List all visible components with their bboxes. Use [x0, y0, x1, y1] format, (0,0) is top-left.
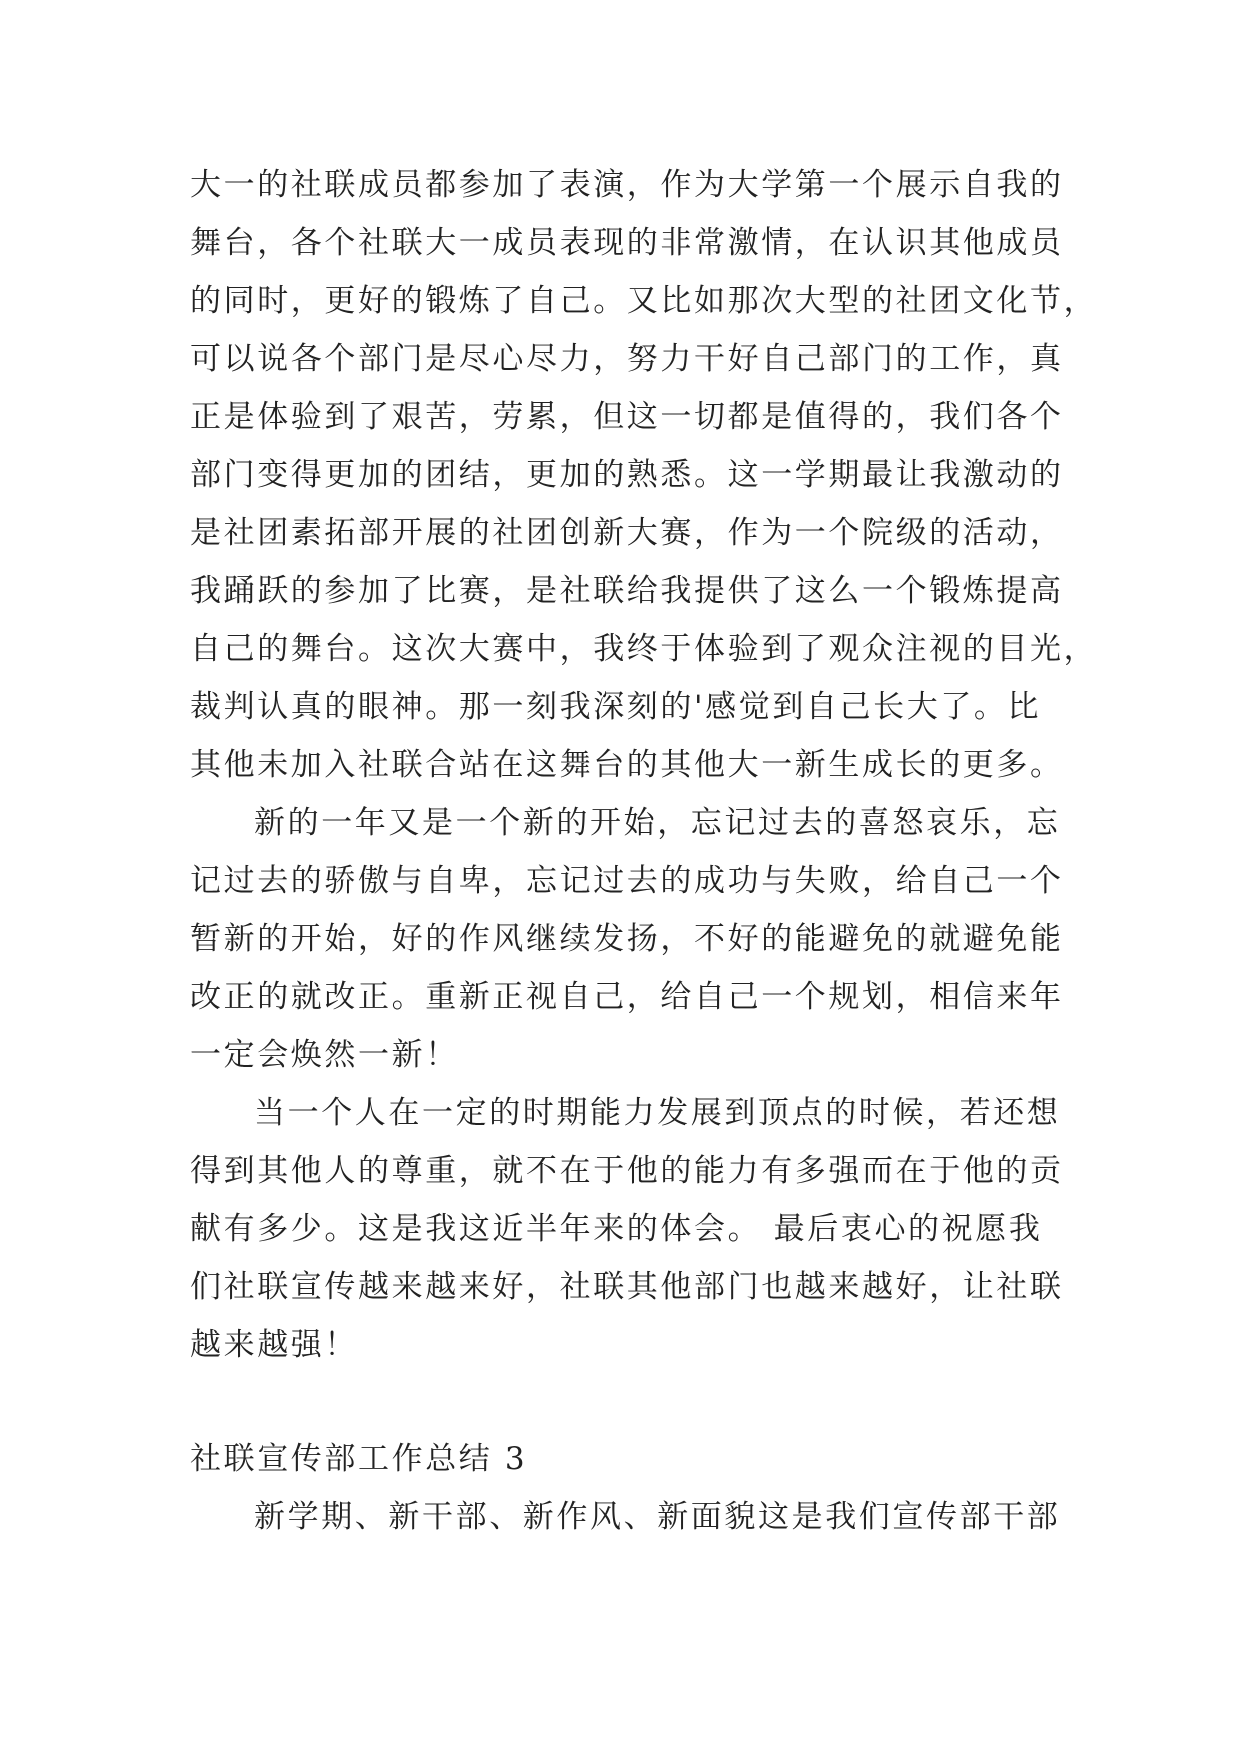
- text-line: 献有多少。这是我这近半年来的体会。 最后衷心的祝愿我: [190, 1211, 1043, 1247]
- text-line: 裁判认真的眼神。那一刻我深刻的'感觉到自己长大了。比: [190, 689, 1042, 725]
- paragraph-first-line: 新学期、新干部、新作风、新面貌这是我们宣传部干部: [254, 1499, 1061, 1535]
- text-line: 越来越强！: [190, 1327, 358, 1363]
- text-line: 部门变得更加的团结，更加的熟悉。这一学期最让我激动的: [190, 457, 1064, 493]
- text-line: 一定会焕然一新！: [190, 1037, 459, 1073]
- text-line: 正是体验到了艰苦，劳累，但这一切都是值得的，我们各个: [190, 399, 1064, 435]
- text-line: 自己的舞台。这次大赛中，我终于体验到了观众注视的目光，: [190, 631, 1098, 667]
- text-line: 们社联宣传越来越来好，社联其他部门也越来越好，让社联: [190, 1269, 1064, 1305]
- section-block: [190, 1430, 1070, 1546]
- text-line: 大一的社联成员都参加了表演，作为大学第一个展示自我的: [190, 167, 1064, 203]
- section-heading: 社联宣传部工作总结 3: [190, 1441, 528, 1477]
- text-line: 我踊跃的参加了比赛，是社联给我提供了这么一个锻炼提高: [190, 573, 1064, 609]
- paragraph-first-line: 当一个人在一定的时期能力发展到顶点的时候，若还想: [254, 1095, 1061, 1131]
- text-line: 其他未加入社联合站在这舞台的其他大一新生成长的更多。: [190, 747, 1064, 783]
- text-line: 得到其他人的尊重，就不在于他的能力有多强而在于他的贡: [190, 1153, 1064, 1189]
- text-line: 可以说各个部门是尽心尽力，努力干好自己部门的工作，真: [190, 341, 1064, 377]
- text-line: 的同时，更好的锻炼了自己。又比如那次大型的社团文化节，: [190, 283, 1098, 319]
- paragraph-first-line: 新的一年又是一个新的开始，忘记过去的喜怒哀乐，忘: [254, 805, 1061, 841]
- text-line: 是社团素拓部开展的社团创新大赛，作为一个院级的活动，: [190, 515, 1064, 551]
- body-text-block: [190, 156, 1098, 1374]
- text-line: 改正的就改正。重新正视自己，给自己一个规划，相信来年: [190, 979, 1064, 1015]
- text-line: 暂新的开始，好的作风继续发扬，不好的能避免的就避免能: [190, 921, 1064, 957]
- text-line: 舞台，各个社联大一成员表现的非常激情，在认识其他成员: [190, 225, 1064, 261]
- text-line: 记过去的骄傲与自卑，忘记过去的成功与失败，给自己一个: [190, 863, 1064, 899]
